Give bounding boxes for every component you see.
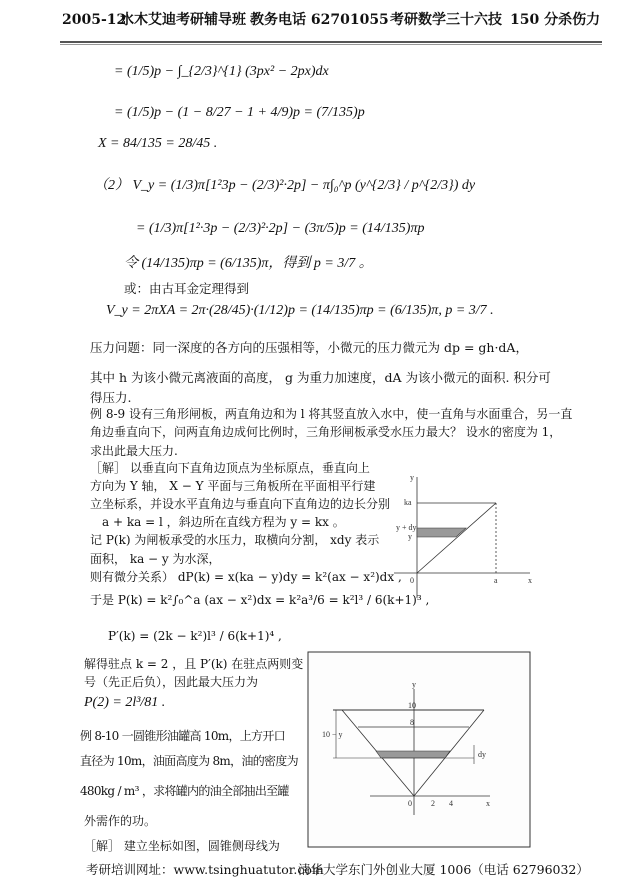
solution-line: 则有微分关系） dP(k) = x(ka − y)dy = k²(ax − x²)dx , (90, 570, 402, 584)
example-8-9-line: 求出此最大压力. (90, 444, 178, 458)
text-line: 压力问题：同一深度的各方向的压强相等，小微元的压力微元为 dp = gh·dA， (90, 340, 528, 355)
y-label: y (412, 680, 416, 689)
solution-line: 记 P(k) 为闸板承受的水压力，取横向分割， xdy 表示 (90, 533, 380, 547)
example-8-10-line: 直径为 10m，油面高度为 8m，油的密度为 (80, 754, 298, 768)
example-8-9-line: 例 8-9 设有三角形闸板，两直角边和为 l 将其竖直放入水中，使一直角与水面重合，另一直 (90, 407, 573, 421)
header-phone: 教务电话 62701055 (250, 12, 389, 28)
origin-label: 0 (408, 799, 412, 808)
example-8-10-line: ［解］ 建立坐标如图，圆锥侧母线为 (84, 839, 280, 853)
header-date: 2005-12 (62, 12, 127, 28)
tick-10: 10 (408, 701, 416, 710)
depth-label: 10 − y (322, 730, 343, 739)
x-label: x (486, 799, 490, 808)
x-label: x (528, 576, 532, 585)
footer-site: 考研培训网址：www.tsinghuatutor.com (86, 862, 324, 877)
footer-address: 清华大学东门外创业大厦 1006（电话 62796032） (298, 862, 589, 877)
example-8-10-line: 例 8-10 一圆锥形油罐高 10m，上方开口 (80, 729, 285, 743)
hypotenuse (417, 503, 496, 573)
y-tick-label: y (408, 532, 412, 541)
example-8-9-line: 角边垂直向下，问两直角边成何比例时，三角形闸板承受水压力最大？ 设水的密度为 1， (90, 425, 562, 439)
solution-line: ［解］ 以垂直向下直角边顶点为坐标原点，垂直向上 (90, 461, 370, 475)
y-label: y (410, 473, 414, 482)
solution-line: a + ka = l ，斜边所在直线方程为 y = kx 。 (102, 515, 345, 529)
header-divider (60, 41, 602, 45)
text-line: 或：由古耳金定理得到 (124, 281, 250, 296)
solution-line: 方向为 Y 轴， X − Y 平面与三角板所在平面相平行建 (90, 479, 376, 493)
solution-line: 立坐标系，并设水平直角边与垂直向下直角边的边长分别 (90, 497, 391, 511)
ydy-label: y + dy (396, 523, 417, 532)
header-org: 水木艾迪考研辅导班 (120, 12, 246, 28)
formula-line: = (1/3)π[1²·3p − (2/3)²·2p] − (3π/5)p = (14/135)πp (136, 221, 425, 236)
formula-line: （2） V_y = (1/3)π[1²3p − (2/3)²·2p] − π∫₀^p (y^{2/3} / p^{2/3}) dy (94, 178, 476, 193)
text-line: 得压力. (90, 390, 132, 405)
solution-line: P′(k) = (2k − k²)l³ / 6(k+1)⁴ , (108, 629, 282, 643)
solution-line: 于是 P(k) = k²∫₀^a (ax − x²)dx = k²a³/6 = k²l³ / 6(k+1)³ , (90, 593, 430, 607)
text-line: 其中 h 为该小微元离液面的高度， g 为重力加速度，dA 为该小微元的面积. 积分可 (90, 370, 551, 385)
cone-tank-figure (306, 650, 536, 850)
solution-line: 面积， ka − y 为水深， (90, 552, 221, 566)
header-subtitle: 150 分杀伤力 (510, 12, 601, 28)
tick-2: 2 (431, 799, 435, 808)
example-8-10-line: 480kg / m³ ，求将罐内的油全部抽出至罐 (80, 784, 289, 798)
formula-line: V_y = 2πXA = 2π·(28/45)·(1/12)p = (14/135)πp = (6/135)π, p = 3/7 . (106, 303, 494, 318)
triangle-plate-figure (370, 450, 590, 610)
ka-label: ka (404, 498, 412, 507)
formula-line: 令 (14/135)πp = (6/135)π，得到 p = 3/7 。 (124, 256, 373, 271)
formula-line: = (1/5)p − (1 − 8/27 − 1 + 4/9)p = (7/135)p (114, 105, 365, 120)
tick-8: 8 (410, 718, 414, 727)
formula-line: = (1/5)p − ∫_{2/3}^{1} (3px² − 2px)dx (114, 64, 329, 79)
solution-line: P(2) = 2l³/81 . (84, 695, 166, 710)
origin-label: 0 (410, 576, 414, 585)
a-label: a (494, 576, 498, 585)
oil-strip (376, 751, 450, 758)
solution-line: 号（先正后负），因此最大压力为 (84, 675, 259, 689)
tick-4: 4 (449, 799, 453, 808)
formula-line: X = 84/135 = 28/45 . (98, 136, 218, 151)
dy-label: dy (478, 750, 486, 759)
header-title: 考研数学三十六技 (390, 12, 502, 28)
example-8-10-line: 外需作的功。 (84, 814, 157, 828)
solution-line: 解得驻点 k = 2 ，且 P′(k) 在驻点两则变 (84, 657, 304, 671)
